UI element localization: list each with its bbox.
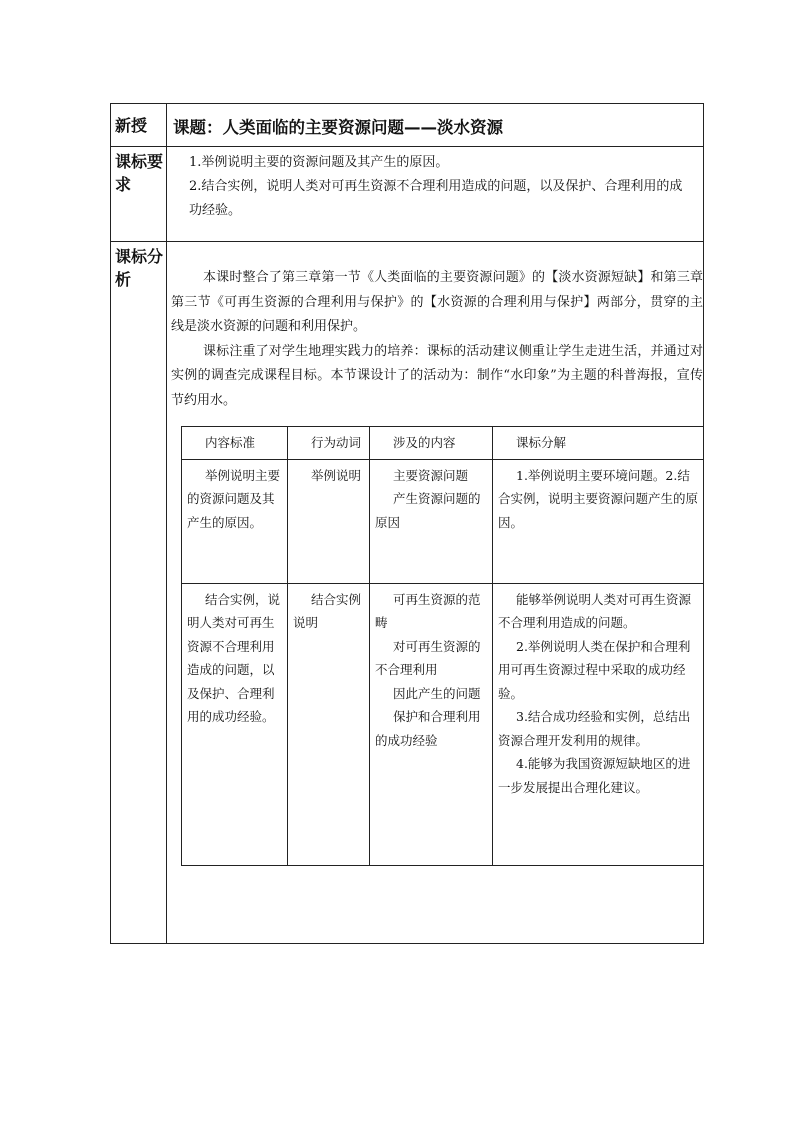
table-cell xyxy=(182,459,288,583)
content-item: 主要资源问题 xyxy=(393,467,469,483)
analysis-paragraph: 课标注重了对学生地理实践力的培养：课标的活动建议侧重让学生走进生活，并通过对实例的调查完成课程目标。本节课设计了的活动为：制作“水印象”为主题的科普海报，宣传节约用水。 xyxy=(171,343,703,408)
requirement-item: 2.结合实例，说明人类对可再生资源不合理利用造成的问题，以及保护、合理利用的成功经验。 xyxy=(189,179,683,218)
section-label-new: 新授 xyxy=(115,116,148,135)
content-item: 对可再生资源的不合理利用 xyxy=(375,638,481,677)
content-item: 保护和合理利用的成功经验 xyxy=(375,709,481,748)
row-divider xyxy=(111,146,703,147)
column-divider xyxy=(166,104,167,943)
verb-text: 举例说明 xyxy=(311,467,362,483)
table-cell xyxy=(370,583,493,865)
requirement-item: 1.举例说明主要的资源问题及其产生的原因。 xyxy=(189,155,449,170)
breakdown-item: 4.能够为我国资源短缺地区的进一步发展提出合理化建议。 xyxy=(498,756,691,795)
table-cell xyxy=(493,583,704,865)
row-divider xyxy=(111,241,703,242)
breakdown-item: 能够举例说明人类对可再生资源不合理利用造成的问题。 xyxy=(498,591,692,630)
requirements-text xyxy=(175,151,695,223)
table-cell xyxy=(288,459,370,583)
lesson-title: 课题：人类面临的主要资源问题——淡水资源 xyxy=(173,118,503,137)
table-cell xyxy=(288,583,370,865)
column-header: 内容标准 xyxy=(182,427,288,460)
verb-text: 结合实例说明 xyxy=(293,591,362,630)
content-item: 可再生资源的范畴 xyxy=(375,591,481,630)
section-label-requirements: 课标要求 xyxy=(115,152,164,194)
breakdown-item: 3.结合成功经验和实例，总结出资源合理开发利用的规律。 xyxy=(498,709,691,748)
breakdown-item: 2.举例说明人类在保护和合理利用可再生资源过程中采取的成功经验。 xyxy=(498,638,691,701)
column-header: 课标分解 xyxy=(493,427,704,460)
section-label-analysis: 课标分析 xyxy=(115,247,164,289)
analysis-paragraph: 本课时整合了第三章第一节《人类面临的主要资源问题》的【淡水资源短缺】和第三章第三节《可再生资源的合理利用与保护》的【水资源的合理利用与保护】两部分，贯穿的主线是淡水资源的问题和利用保护。 xyxy=(171,270,703,334)
content-item: 产生资源问题的原因 xyxy=(375,491,481,530)
table-cell xyxy=(370,459,493,583)
table-header-row xyxy=(182,427,704,460)
column-header: 行为动词 xyxy=(288,427,370,460)
analysis-text xyxy=(171,266,703,413)
standards-breakdown-table xyxy=(181,426,704,866)
table-row xyxy=(182,459,704,583)
standard-text: 举例说明主要的资源问题及其产生的原因。 xyxy=(187,467,281,530)
table-cell xyxy=(182,583,288,865)
table-cell xyxy=(493,459,704,583)
content-item: 因此产生的问题 xyxy=(393,685,481,701)
lesson-plan-table xyxy=(110,103,704,944)
column-header: 涉及的内容 xyxy=(370,427,493,460)
table-row xyxy=(182,583,704,865)
standard-text: 结合实例，说明人类对可再生资源不合理利用造成的问题，以及保护、合理利用的成功经验。 xyxy=(187,591,281,724)
breakdown-item: 1.举例说明主要环境问题。2.结合实例，说明主要资源问题产生的原因。 xyxy=(498,467,699,530)
